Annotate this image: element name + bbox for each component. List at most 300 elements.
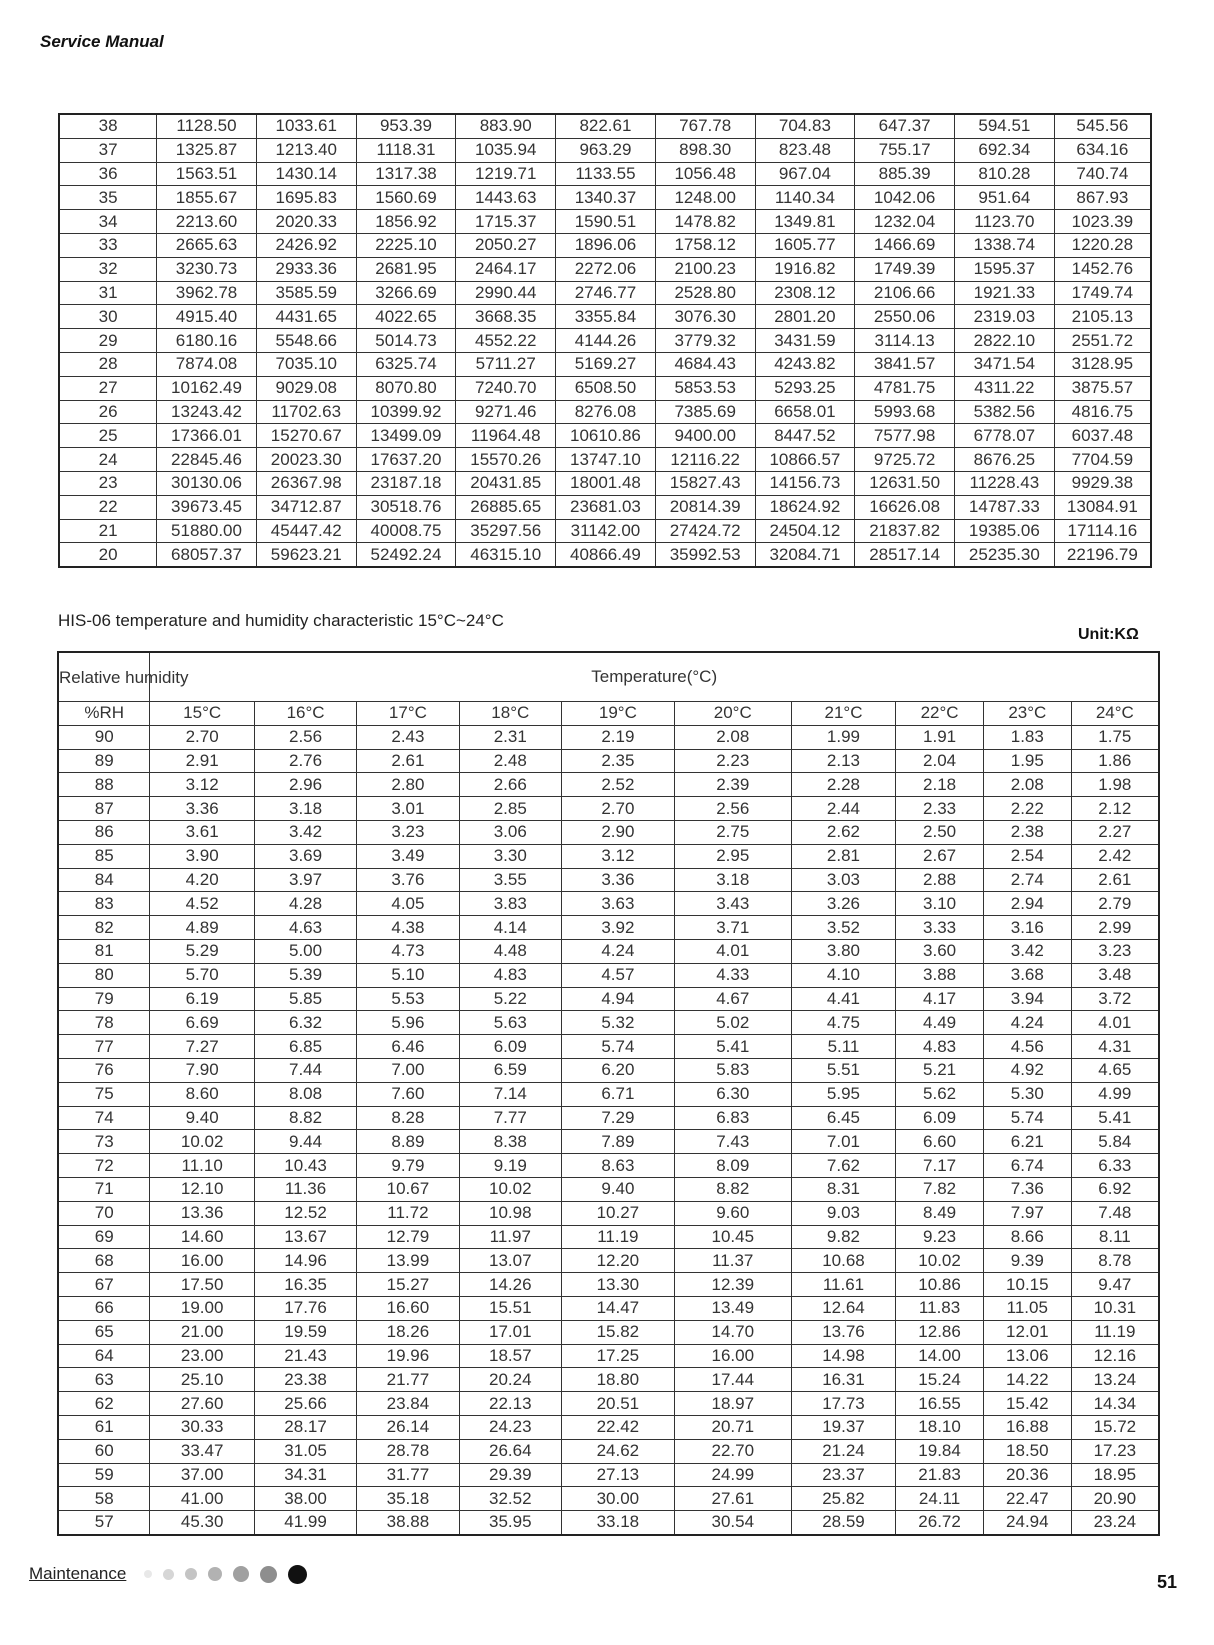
table-cell: 9.23	[896, 1225, 984, 1249]
table-cell: 3.60	[896, 939, 984, 963]
table-cell: 3.92	[561, 916, 674, 940]
table-cell: 25.10	[150, 1368, 254, 1392]
table-cell: 2.04	[896, 749, 984, 773]
table-cell: 1033.61	[256, 114, 356, 138]
table-cell: 810.28	[955, 162, 1055, 186]
table-cell: 1213.40	[256, 138, 356, 162]
table-cell: 2.08	[983, 773, 1071, 797]
table-cell: 6.30	[674, 1082, 791, 1106]
table-row	[59, 519, 1151, 543]
rh-value-cell: 76	[58, 1058, 150, 1082]
table-cell: 10.86	[896, 1273, 984, 1297]
table-cell: 40008.75	[356, 519, 456, 543]
table-cell: 9725.72	[855, 448, 955, 472]
table-cell: 4.99	[1071, 1082, 1159, 1106]
table-cell: 29.39	[459, 1463, 561, 1487]
table-cell: 8070.80	[356, 376, 456, 400]
table-cell: 28.59	[791, 1511, 895, 1535]
row-label-cell: 23	[59, 471, 157, 495]
table-cell: 5382.56	[955, 400, 1055, 424]
table-cell: 5.63	[459, 1011, 561, 1035]
table-cell: 1758.12	[655, 233, 755, 257]
table-cell: 2933.36	[256, 257, 356, 281]
table-cell: 13.24	[1071, 1368, 1159, 1392]
row-label-cell: 20	[59, 543, 157, 567]
table-cell: 3.26	[791, 892, 895, 916]
table-cell: 20.24	[459, 1368, 561, 1392]
rh-value-cell: 74	[58, 1106, 150, 1130]
temperature-column-header: 23°C	[983, 702, 1071, 726]
table-cell: 4.83	[896, 1035, 984, 1059]
table-cell: 10.15	[983, 1273, 1071, 1297]
temperature-column-header: 15°C	[150, 702, 254, 726]
table-cell: 3.03	[791, 868, 895, 892]
temperature-column-header: 18°C	[459, 702, 561, 726]
table-cell: 6.59	[459, 1058, 561, 1082]
temperature-column-header: 24°C	[1071, 702, 1159, 726]
table-cell: 20431.85	[456, 471, 556, 495]
table-cell: 2.95	[674, 844, 791, 868]
table-cell: 30518.76	[356, 495, 456, 519]
table-cell: 883.90	[456, 114, 556, 138]
table-row	[59, 233, 1151, 257]
table-cell: 2106.66	[855, 281, 955, 305]
table-row	[58, 1154, 1159, 1178]
table-cell: 32.52	[459, 1487, 561, 1511]
table-cell: 7.97	[983, 1201, 1071, 1225]
table-cell: 13.49	[674, 1296, 791, 1320]
table-cell: 17.50	[150, 1273, 254, 1297]
temperature-column-header: 21°C	[791, 702, 895, 726]
table-row	[58, 1273, 1159, 1297]
table-cell: 35.95	[459, 1511, 561, 1535]
table-cell: 26367.98	[256, 471, 356, 495]
table-cell: 14.47	[561, 1296, 674, 1320]
table-cell: 14.22	[983, 1368, 1071, 1392]
table-cell: 3.72	[1071, 987, 1159, 1011]
table-cell: 4311.22	[955, 376, 1055, 400]
table-cell: 963.29	[556, 138, 656, 162]
table-cell: 5.22	[459, 987, 561, 1011]
table-row	[58, 1130, 1159, 1154]
table-cell: 13747.10	[556, 448, 656, 472]
table-cell: 2.90	[561, 820, 674, 844]
table-cell: 25.82	[791, 1487, 895, 1511]
table-cell: 4.28	[254, 892, 356, 916]
table-cell: 4.83	[459, 963, 561, 987]
table-cell: 9.47	[1071, 1273, 1159, 1297]
table-cell: 13084.91	[1054, 495, 1151, 519]
table-cell: 4.56	[983, 1035, 1071, 1059]
table-cell: 22.13	[459, 1392, 561, 1416]
table-cell: 8.60	[150, 1082, 254, 1106]
table-cell: 2.61	[1071, 868, 1159, 892]
table-cell: 2.70	[561, 797, 674, 821]
table-cell: 1595.37	[955, 257, 1055, 281]
table-cell: 5.70	[150, 963, 254, 987]
temperature-column-header: 22°C	[896, 702, 984, 726]
table-cell: 31.77	[357, 1463, 459, 1487]
table-cell: 5.85	[254, 987, 356, 1011]
table-cell: 2990.44	[456, 281, 556, 305]
table-cell: 19385.06	[955, 519, 1055, 543]
table-row	[58, 844, 1159, 868]
table-cell: 11702.63	[256, 400, 356, 424]
table-cell: 7.14	[459, 1082, 561, 1106]
row-label-cell: 24	[59, 448, 157, 472]
table-cell: 3266.69	[356, 281, 456, 305]
table-cell: 14.26	[459, 1273, 561, 1297]
table-cell: 5293.25	[755, 376, 855, 400]
table-cell: 4.31	[1071, 1035, 1159, 1059]
table-row	[58, 1439, 1159, 1463]
table-cell: 30.54	[674, 1511, 791, 1535]
table-cell: 2.56	[674, 797, 791, 821]
table-cell: 1715.37	[456, 210, 556, 234]
table-cell: 5.84	[1071, 1130, 1159, 1154]
table-cell: 68057.37	[157, 543, 257, 567]
table-cell: 12.39	[674, 1273, 791, 1297]
table-cell: 1140.34	[755, 186, 855, 210]
table-cell: 46315.10	[456, 543, 556, 567]
table-cell: 3.36	[150, 797, 254, 821]
row-label-cell: 21	[59, 519, 157, 543]
table-cell: 20.90	[1071, 1487, 1159, 1511]
table-cell: 5.41	[674, 1035, 791, 1059]
table-cell: 31.05	[254, 1439, 356, 1463]
table-cell: 2551.72	[1054, 329, 1151, 353]
progress-dot	[163, 1569, 174, 1580]
progress-dot	[144, 1570, 152, 1578]
table-row	[58, 1368, 1159, 1392]
table-cell: 17.01	[459, 1320, 561, 1344]
rh-value-cell: 81	[58, 939, 150, 963]
table-cell: 1349.81	[755, 210, 855, 234]
table-cell: 2272.06	[556, 257, 656, 281]
table-cell: 14787.33	[955, 495, 1055, 519]
table-cell: 3.52	[791, 916, 895, 940]
table-cell: 22845.46	[157, 448, 257, 472]
rh-value-cell: 72	[58, 1154, 150, 1178]
table-cell: 3.36	[561, 868, 674, 892]
table-cell: 7874.08	[157, 352, 257, 376]
table-cell: 16.60	[357, 1296, 459, 1320]
table-cell: 5.30	[983, 1082, 1071, 1106]
table-cell: 634.16	[1054, 138, 1151, 162]
table-cell: 41.00	[150, 1487, 254, 1511]
table-cell: 17.73	[791, 1392, 895, 1416]
table-cell: 4.94	[561, 987, 674, 1011]
humidity-resistance-table	[57, 651, 1160, 1536]
table-cell: 3.18	[674, 868, 791, 892]
table-cell: 23.38	[254, 1368, 356, 1392]
table-cell: 6.60	[896, 1130, 984, 1154]
table-cell: 6.09	[459, 1035, 561, 1059]
table-row	[59, 210, 1151, 234]
table-cell: 4781.75	[855, 376, 955, 400]
table-cell: 13243.42	[157, 400, 257, 424]
table-cell: 9271.46	[456, 400, 556, 424]
table-cell: 5.41	[1071, 1106, 1159, 1130]
table-cell: 4243.82	[755, 352, 855, 376]
table-cell: 51880.00	[157, 519, 257, 543]
table-cell: 3.71	[674, 916, 791, 940]
table-cell: 18.80	[561, 1368, 674, 1392]
temperature-header: Temperature(°C)	[150, 652, 1159, 702]
table-cell: 15.42	[983, 1392, 1071, 1416]
table-cell: 4.05	[357, 892, 459, 916]
table-cell: 2020.33	[256, 210, 356, 234]
table-cell: 19.37	[791, 1415, 895, 1439]
table-row	[58, 1487, 1159, 1511]
table-cell: 10.02	[459, 1177, 561, 1201]
progress-dots	[144, 1565, 318, 1584]
table-cell: 647.37	[855, 114, 955, 138]
table-cell: 3.43	[674, 892, 791, 916]
table-cell: 7.62	[791, 1154, 895, 1178]
table-cell: 6037.48	[1054, 424, 1151, 448]
row-label-cell: 37	[59, 138, 157, 162]
table-cell: 17.44	[674, 1368, 791, 1392]
table-cell: 5.95	[791, 1082, 895, 1106]
table-cell: 10.45	[674, 1225, 791, 1249]
rh-value-cell: 63	[58, 1368, 150, 1392]
table-cell: 9.79	[357, 1154, 459, 1178]
rh-value-cell: 57	[58, 1511, 150, 1535]
table-cell: 17366.01	[157, 424, 257, 448]
table-cell: 11.97	[459, 1225, 561, 1249]
table-row	[58, 1201, 1159, 1225]
table-cell: 18624.92	[755, 495, 855, 519]
table-cell: 18.95	[1071, 1463, 1159, 1487]
table-cell: 15.24	[896, 1368, 984, 1392]
table-cell: 3230.73	[157, 257, 257, 281]
table-cell: 20.36	[983, 1463, 1071, 1487]
table-cell: 2225.10	[356, 233, 456, 257]
row-label-cell: 22	[59, 495, 157, 519]
table-row	[58, 868, 1159, 892]
table-cell: 8.28	[357, 1106, 459, 1130]
table-cell: 13.07	[459, 1249, 561, 1273]
table-cell: 2.19	[561, 725, 674, 749]
rh-value-cell: 61	[58, 1415, 150, 1439]
table-cell: 4.41	[791, 987, 895, 1011]
table-cell: 4.52	[150, 892, 254, 916]
table-cell: 951.64	[955, 186, 1055, 210]
table-cell: 6.46	[357, 1035, 459, 1059]
table-cell: 692.34	[955, 138, 1055, 162]
table-cell: 23681.03	[556, 495, 656, 519]
table-cell: 21.24	[791, 1439, 895, 1463]
table-cell: 7.90	[150, 1058, 254, 1082]
table-cell: 1749.74	[1054, 281, 1151, 305]
table-row	[58, 749, 1159, 773]
table-cell: 25.66	[254, 1392, 356, 1416]
table-cell: 1452.76	[1054, 257, 1151, 281]
table-row	[59, 305, 1151, 329]
table-cell: 2213.60	[157, 210, 257, 234]
temperature-column-header: 20°C	[674, 702, 791, 726]
table-cell: 13.30	[561, 1273, 674, 1297]
footer-section-link[interactable]: Maintenance	[29, 1564, 127, 1583]
table-cell: 4.24	[561, 939, 674, 963]
table-cell: 4.49	[896, 1011, 984, 1035]
table-cell: 52492.24	[356, 543, 456, 567]
row-label-cell: 25	[59, 424, 157, 448]
table-row	[58, 916, 1159, 940]
table-cell: 4.75	[791, 1011, 895, 1035]
table-cell: 10.98	[459, 1201, 561, 1225]
rh-value-cell: 71	[58, 1177, 150, 1201]
table-cell: 5993.68	[855, 400, 955, 424]
table-cell: 740.74	[1054, 162, 1151, 186]
table-cell: 3.30	[459, 844, 561, 868]
row-label-cell: 38	[59, 114, 157, 138]
table-cell: 17.23	[1071, 1439, 1159, 1463]
table-cell: 24504.12	[755, 519, 855, 543]
table-cell: 4816.75	[1054, 400, 1151, 424]
table-cell: 12.52	[254, 1201, 356, 1225]
table-cell: 6.45	[791, 1106, 895, 1130]
table-cell: 2.48	[459, 749, 561, 773]
table-cell: 23187.18	[356, 471, 456, 495]
table-cell: 2.76	[254, 749, 356, 773]
table-cell: 1220.28	[1054, 233, 1151, 257]
table-cell: 15570.26	[456, 448, 556, 472]
table-cell: 12116.22	[655, 448, 755, 472]
table-cell: 24.11	[896, 1487, 984, 1511]
rh-value-cell: 79	[58, 987, 150, 1011]
table-cell: 2.96	[254, 773, 356, 797]
table-cell: 14.98	[791, 1344, 895, 1368]
resistance-table-continued	[58, 113, 1152, 568]
table-cell: 2.94	[983, 892, 1071, 916]
table-cell: 545.56	[1054, 114, 1151, 138]
table-cell: 33.18	[561, 1511, 674, 1535]
rh-value-cell: 66	[58, 1296, 150, 1320]
header-row	[58, 652, 1159, 702]
table-cell: 38.88	[357, 1511, 459, 1535]
table-cell: 8.09	[674, 1154, 791, 1178]
table-cell: 6508.50	[556, 376, 656, 400]
table-cell: 5.96	[357, 1011, 459, 1035]
table-cell: 6.09	[896, 1106, 984, 1130]
footer	[29, 1564, 318, 1584]
table-cell: 3.88	[896, 963, 984, 987]
table-cell: 35.18	[357, 1487, 459, 1511]
temperature-row	[58, 702, 1159, 726]
table-cell: 5.00	[254, 939, 356, 963]
table-cell: 4.14	[459, 916, 561, 940]
table-cell: 2050.27	[456, 233, 556, 257]
rh-value-cell: 68	[58, 1249, 150, 1273]
table-cell: 2.91	[150, 749, 254, 773]
table-cell: 7.44	[254, 1058, 356, 1082]
table-cell: 1896.06	[556, 233, 656, 257]
table-cell: 6.33	[1071, 1154, 1159, 1178]
table-cell: 6.21	[983, 1130, 1071, 1154]
unit-label: Unit:KΩ	[1078, 626, 1139, 643]
table-cell: 1590.51	[556, 210, 656, 234]
table-cell: 9.19	[459, 1154, 561, 1178]
table-cell: 16.31	[791, 1368, 895, 1392]
table-cell: 30.00	[561, 1487, 674, 1511]
table-cell: 3.61	[150, 820, 254, 844]
table-cell: 12.79	[357, 1225, 459, 1249]
table-cell: 9.03	[791, 1201, 895, 1225]
table-cell: 12.16	[1071, 1344, 1159, 1368]
table-cell: 1.91	[896, 725, 984, 749]
table-cell: 2.54	[983, 844, 1071, 868]
table-cell: 39673.45	[157, 495, 257, 519]
table-cell: 1921.33	[955, 281, 1055, 305]
table-cell: 13.99	[357, 1249, 459, 1273]
table-cell: 11.05	[983, 1296, 1071, 1320]
rh-value-cell: 90	[58, 725, 150, 749]
table-cell: 19.84	[896, 1439, 984, 1463]
table-cell: 18.57	[459, 1344, 561, 1368]
table-cell: 10.43	[254, 1154, 356, 1178]
table-cell: 1128.50	[157, 114, 257, 138]
table-row	[59, 138, 1151, 162]
table-cell: 22196.79	[1054, 543, 1151, 567]
table-cell: 8.82	[674, 1177, 791, 1201]
rh-value-cell: 78	[58, 1011, 150, 1035]
table-cell: 3841.57	[855, 352, 955, 376]
table-row	[58, 1392, 1159, 1416]
table-cell: 3471.54	[955, 352, 1055, 376]
row-label-cell: 32	[59, 257, 157, 281]
table-cell: 2.13	[791, 749, 895, 773]
table-cell: 34.31	[254, 1463, 356, 1487]
table-cell: 25235.30	[955, 543, 1055, 567]
table-cell: 4.20	[150, 868, 254, 892]
table-cell: 3.18	[254, 797, 356, 821]
table-cell: 7577.98	[855, 424, 955, 448]
table-cell: 2.50	[896, 820, 984, 844]
table-cell: 20023.30	[256, 448, 356, 472]
table-cell: 10.68	[791, 1249, 895, 1273]
table-cell: 3668.35	[456, 305, 556, 329]
table-cell: 7.43	[674, 1130, 791, 1154]
rh-value-cell: 70	[58, 1201, 150, 1225]
table-cell: 19.00	[150, 1296, 254, 1320]
table-cell: 3.16	[983, 916, 1071, 940]
rh-unit-header: %RH	[58, 702, 150, 726]
table-cell: 16.88	[983, 1415, 1071, 1439]
table-cell: 13499.09	[356, 424, 456, 448]
table-cell: 10162.49	[157, 376, 257, 400]
table-cell: 2746.77	[556, 281, 656, 305]
row-label-cell: 31	[59, 281, 157, 305]
table-cell: 15827.43	[655, 471, 755, 495]
table-cell: 6.92	[1071, 1177, 1159, 1201]
table-row	[59, 543, 1151, 567]
table-cell: 28.17	[254, 1415, 356, 1439]
table-cell: 14.70	[674, 1320, 791, 1344]
table-cell: 1563.51	[157, 162, 257, 186]
table-cell: 1443.63	[456, 186, 556, 210]
table-cell: 20.71	[674, 1415, 791, 1439]
table-cell: 3.69	[254, 844, 356, 868]
table-cell: 1340.37	[556, 186, 656, 210]
table-cell: 9029.08	[256, 376, 356, 400]
table-cell: 13.36	[150, 1201, 254, 1225]
table-cell: 8276.08	[556, 400, 656, 424]
page-number: 51	[1157, 1572, 1178, 1592]
table-cell: 16.35	[254, 1273, 356, 1297]
table-cell: 3585.59	[256, 281, 356, 305]
